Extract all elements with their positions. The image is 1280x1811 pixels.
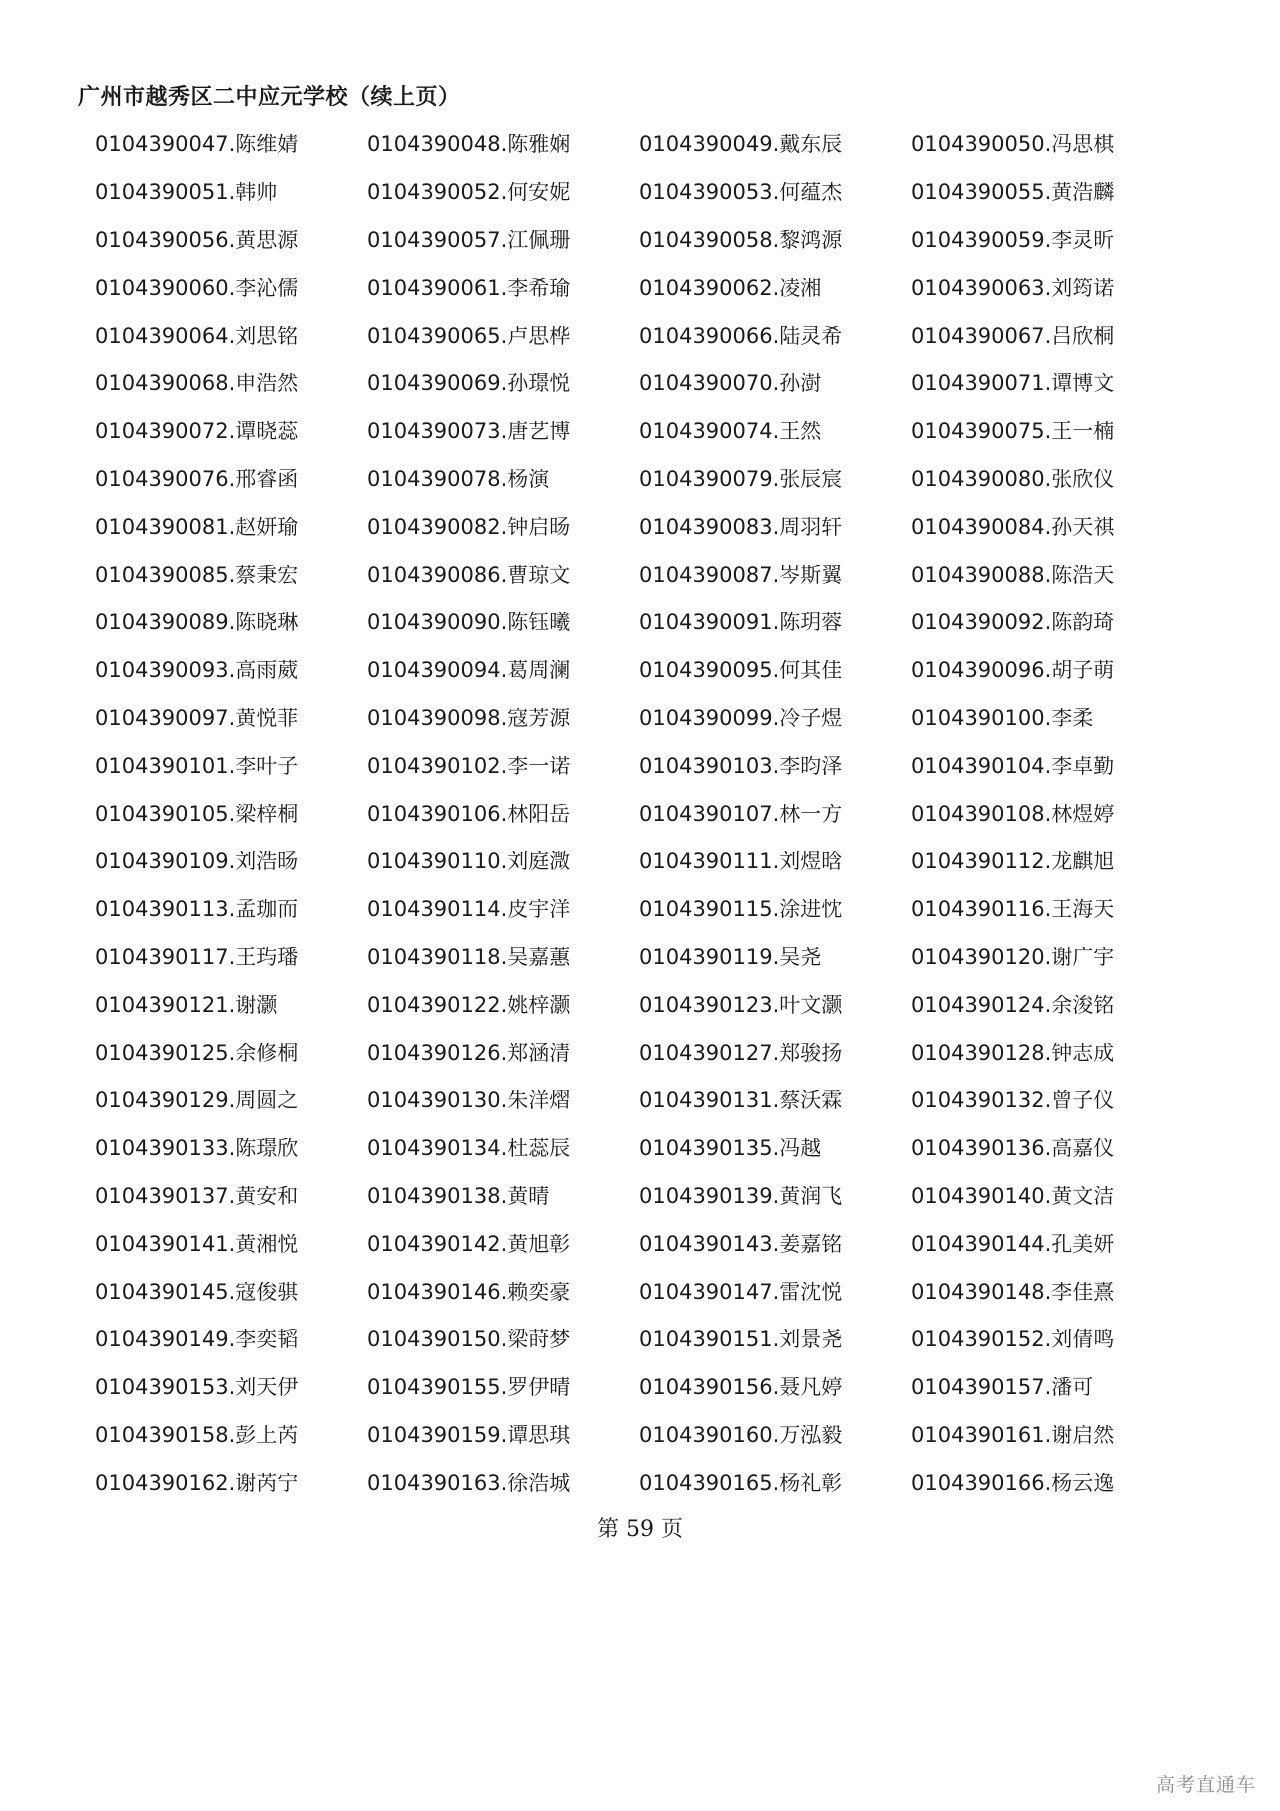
list-item: 0104390047.陈维婧 — [95, 134, 299, 156]
list-item: 0104390146.赖奕豪 — [367, 1281, 571, 1303]
page-number: 第 59 页 — [597, 1517, 683, 1542]
list-item: 0104390149.李奕韬 — [95, 1329, 299, 1351]
list-item: 0104390144.孔美妍 — [911, 1233, 1115, 1255]
list-item: 0104390079.张辰宸 — [639, 468, 843, 490]
section-heading: 广州市越秀区二中应元学校（续上页） — [78, 85, 461, 110]
list-item: 0104390058.黎鸿源 — [639, 229, 843, 251]
list-item: 0104390065.卢思桦 — [367, 325, 571, 347]
list-item: 0104390061.李希瑜 — [367, 277, 571, 299]
list-item: 0104390138.黄晴 — [367, 1185, 550, 1207]
list-item: 0104390125.余修桐 — [95, 1042, 299, 1064]
list-item: 0104390139.黄润飞 — [639, 1185, 843, 1207]
list-item: 0104390156.聂凡婷 — [639, 1377, 843, 1399]
list-item: 0104390119.吴尧 — [639, 946, 822, 968]
list-item: 0104390068.申浩然 — [95, 373, 299, 395]
list-item: 0104390080.张欣仪 — [911, 468, 1115, 490]
list-item: 0104390073.唐艺博 — [367, 421, 571, 443]
list-item: 0104390137.黄安和 — [95, 1185, 299, 1207]
list-item: 0104390131.蔡沃霖 — [639, 1090, 843, 1112]
list-item: 0104390087.岑斯翼 — [639, 564, 843, 586]
list-item: 0104390153.刘天伊 — [95, 1377, 299, 1399]
list-item: 0104390105.梁梓桐 — [95, 803, 299, 825]
list-item: 0104390104.李卓勤 — [911, 755, 1115, 777]
list-item: 0104390069.孙璟悦 — [367, 373, 571, 395]
list-item: 0104390145.寇俊骐 — [95, 1281, 299, 1303]
list-item: 0104390086.曹琼文 — [367, 564, 571, 586]
list-item: 0104390094.葛周澜 — [367, 660, 571, 682]
list-item: 0104390111.刘煜晗 — [639, 851, 843, 873]
list-item: 0104390096.胡子萌 — [911, 660, 1115, 682]
watermark: 高考直通车 — [1155, 1774, 1256, 1796]
list-item: 0104390108.林煜婷 — [911, 803, 1115, 825]
list-item: 0104390118.吴嘉蕙 — [367, 946, 571, 968]
list-item: 0104390102.李一诺 — [367, 755, 571, 777]
list-item: 0104390143.姜嘉铭 — [639, 1233, 843, 1255]
list-item: 0104390124.余浚铭 — [911, 994, 1115, 1016]
list-item: 0104390130.朱洋熠 — [367, 1090, 571, 1112]
list-item: 0104390089.陈晓琳 — [95, 612, 299, 634]
list-item: 0104390120.谢广宇 — [911, 946, 1115, 968]
list-item: 0104390060.李沁儒 — [95, 277, 299, 299]
list-item: 0104390141.黄湘悦 — [95, 1233, 299, 1255]
list-item: 0104390099.冷子煜 — [639, 707, 843, 729]
list-item: 0104390136.高嘉仪 — [911, 1138, 1115, 1160]
list-item: 0104390076.邢睿函 — [95, 468, 299, 490]
list-item: 0104390048.陈雅娴 — [367, 134, 571, 156]
list-item: 0104390084.孙天祺 — [911, 516, 1115, 538]
list-item: 0104390100.李柔 — [911, 707, 1094, 729]
list-item: 0104390098.寇芳源 — [367, 707, 571, 729]
list-item: 0104390152.刘倩鸣 — [911, 1329, 1115, 1351]
list-item: 0104390091.陈玥蓉 — [639, 612, 843, 634]
list-item: 0104390123.叶文灏 — [639, 994, 843, 1016]
list-item: 0104390064.刘思铭 — [95, 325, 299, 347]
list-item: 0104390163.徐浩城 — [367, 1472, 571, 1494]
list-item: 0104390142.黄旭彰 — [367, 1233, 571, 1255]
list-item: 0104390107.林一方 — [639, 803, 843, 825]
list-item: 0104390052.何安妮 — [367, 182, 571, 204]
list-item: 0104390066.陆灵希 — [639, 325, 843, 347]
list-item: 0104390049.戴东辰 — [639, 134, 843, 156]
list-item: 0104390056.黄思源 — [95, 229, 299, 251]
list-item: 0104390129.周圆之 — [95, 1090, 299, 1112]
list-item: 0104390147.雷沈悦 — [639, 1281, 843, 1303]
list-item: 0104390082.钟启旸 — [367, 516, 571, 538]
list-item: 0104390059.李灵昕 — [911, 229, 1115, 251]
list-item: 0104390093.高雨葳 — [95, 660, 299, 682]
list-item: 0104390160.万泓毅 — [639, 1424, 843, 1446]
list-item: 0104390078.杨演 — [367, 468, 550, 490]
list-item: 0104390095.何其佳 — [639, 660, 843, 682]
list-item: 0104390112.龙麒旭 — [911, 851, 1115, 873]
list-item: 0104390121.谢灏 — [95, 994, 278, 1016]
list-item: 0104390075.王一楠 — [911, 421, 1115, 443]
list-item: 0104390116.王海天 — [911, 899, 1115, 921]
list-item: 0104390159.谭思琪 — [367, 1424, 571, 1446]
list-item: 0104390071.谭博文 — [911, 373, 1115, 395]
list-item: 0104390050.冯思棋 — [911, 134, 1115, 156]
list-item: 0104390057.江佩珊 — [367, 229, 571, 251]
list-item: 0104390074.王然 — [639, 421, 822, 443]
list-item: 0104390072.谭晓蕊 — [95, 421, 299, 443]
list-item: 0104390134.杜蕊辰 — [367, 1138, 571, 1160]
list-item: 0104390106.林阳岳 — [367, 803, 571, 825]
student-list — [95, 121, 1235, 1507]
list-item: 0104390097.黄悦菲 — [95, 707, 299, 729]
list-item: 0104390155.罗伊晴 — [367, 1377, 571, 1399]
list-item: 0104390114.皮宇洋 — [367, 899, 571, 921]
list-item: 0104390110.刘庭溦 — [367, 851, 571, 873]
list-item: 0104390128.钟志成 — [911, 1042, 1115, 1064]
list-item: 0104390127.郑骏扬 — [639, 1042, 843, 1064]
list-item: 0104390062.凌湘 — [639, 277, 822, 299]
list-item: 0104390140.黄文洁 — [911, 1185, 1115, 1207]
list-item: 0104390053.何蕴杰 — [639, 182, 843, 204]
list-item: 0104390166.杨云逸 — [911, 1472, 1115, 1494]
list-item: 0104390070.孙澍 — [639, 373, 822, 395]
list-item: 0104390162.谢芮宁 — [95, 1472, 299, 1494]
list-item: 0104390117.王玙璠 — [95, 946, 299, 968]
list-item: 0104390157.潘可 — [911, 1377, 1094, 1399]
list-item: 0104390101.李叶子 — [95, 755, 299, 777]
list-item: 0104390122.姚梓灏 — [367, 994, 571, 1016]
list-item: 0104390103.李昀泽 — [639, 755, 843, 777]
list-item: 0104390135.冯越 — [639, 1138, 822, 1160]
list-item: 0104390151.刘景尧 — [639, 1329, 843, 1351]
list-item: 0104390081.赵妍瑜 — [95, 516, 299, 538]
list-item: 0104390085.蔡秉宏 — [95, 564, 299, 586]
list-item: 0104390063.刘筠诺 — [911, 277, 1115, 299]
list-item: 0104390109.刘浩旸 — [95, 851, 299, 873]
list-item: 0104390158.彭上芮 — [95, 1424, 299, 1446]
list-item: 0104390092.陈韵琦 — [911, 612, 1115, 634]
list-item: 0104390161.谢启然 — [911, 1424, 1115, 1446]
list-item: 0104390055.黄浩麟 — [911, 182, 1115, 204]
list-item: 0104390133.陈璟欣 — [95, 1138, 299, 1160]
list-item: 0104390051.韩帅 — [95, 182, 278, 204]
list-item: 0104390090.陈钰曦 — [367, 612, 571, 634]
list-item: 0104390088.陈浩天 — [911, 564, 1115, 586]
list-item: 0104390115.涂进忱 — [639, 899, 843, 921]
list-item: 0104390126.郑涵清 — [367, 1042, 571, 1064]
list-item: 0104390150.梁莳梦 — [367, 1329, 571, 1351]
list-item: 0104390165.杨礼彰 — [639, 1472, 843, 1494]
list-item: 0104390113.孟珈而 — [95, 899, 299, 921]
list-item: 0104390132.曾子仪 — [911, 1090, 1115, 1112]
list-item: 0104390148.李佳熹 — [911, 1281, 1115, 1303]
list-item: 0104390083.周羽轩 — [639, 516, 843, 538]
list-item: 0104390067.吕欣桐 — [911, 325, 1115, 347]
